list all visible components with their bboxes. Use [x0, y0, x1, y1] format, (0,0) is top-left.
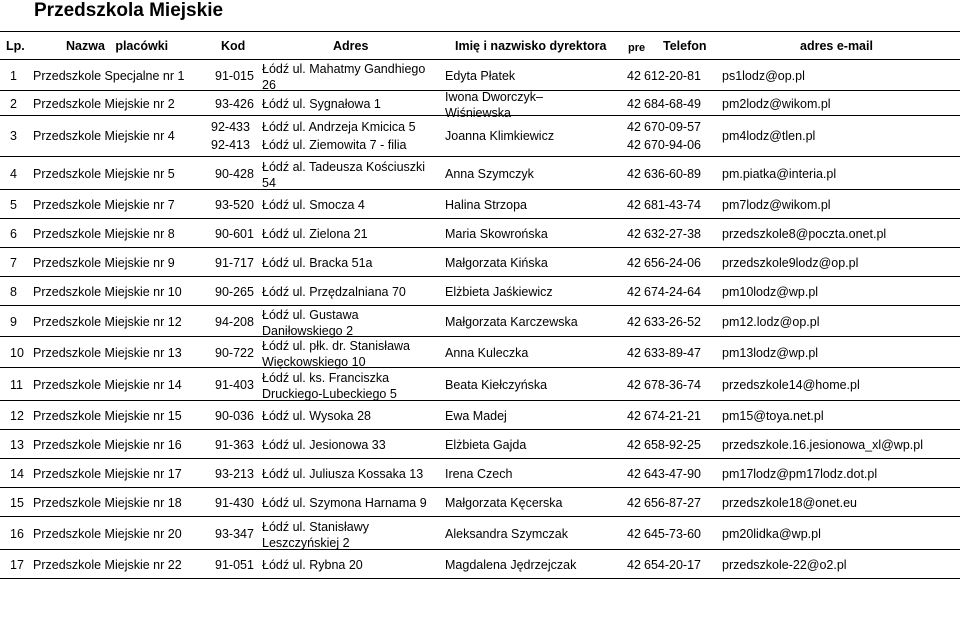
cell-adres: Łódź ul. Ziemowita 7 - filia	[262, 138, 407, 152]
cell-telefon: 670-94-06	[644, 138, 701, 152]
cell-pre: 42	[627, 378, 641, 392]
cell-telefon: 612-20-81	[644, 69, 701, 83]
table-row	[0, 277, 960, 306]
header-telefon: Telefon	[663, 39, 707, 53]
cell-lp: 6	[10, 227, 17, 241]
cell-telefon: 674-21-21	[644, 409, 701, 423]
table-row	[0, 306, 960, 337]
header-lp: Lp.	[6, 39, 25, 53]
cell-adres: Daniłowskiego 2	[262, 324, 354, 338]
cell-dyrektor: Anna Szymczyk	[445, 167, 534, 181]
cell-lp: 15	[10, 496, 24, 510]
cell-email: pm13lodz@wp.pl	[722, 346, 819, 360]
cell-kod: 91-015	[215, 69, 254, 83]
cell-name: Przedszkole Miejskie nr 2	[33, 97, 175, 111]
cell-lp: 9	[10, 315, 17, 329]
cell-name: Przedszkole Miejskie nr 7	[33, 198, 175, 212]
table-row	[0, 90, 960, 120]
cell-name: Przedszkole Miejskie nr 5	[33, 167, 175, 181]
cell-name: Przedszkole Miejskie nr 20	[33, 527, 182, 541]
cell-email: pm7lodz@wikom.pl	[722, 198, 831, 212]
cell-lp: 11	[10, 378, 23, 392]
cell-telefon: 678-36-74	[644, 378, 701, 392]
header-name: Nazwa placówki	[66, 39, 169, 53]
table-row	[0, 430, 960, 459]
cell-email: przedszkole14@home.pl	[722, 378, 860, 392]
header-pre: pre	[628, 42, 646, 54]
cell-adres: Łódź ul. Wysoka 28	[262, 409, 371, 423]
cell-adres: 26	[262, 78, 276, 92]
cell-kod: 91-717	[215, 256, 254, 270]
cell-lp: 2	[10, 97, 17, 111]
cell-adres: Łódź ul. Mahatmy Gandhiego	[262, 62, 426, 76]
table-row	[0, 459, 960, 488]
cell-adres: Łódź ul. Szymona Harnama 9	[262, 496, 427, 510]
cell-lp: 3	[10, 129, 17, 143]
cell-dyrektor: Małgorzata Kińska	[445, 256, 548, 270]
cell-lp: 10	[10, 346, 24, 360]
cell-telefon: 656-87-27	[644, 496, 701, 510]
cell-kod: 93-347	[215, 527, 254, 541]
cell-dyrektor: Ewa Madej	[445, 409, 507, 423]
page-title: Przedszkola Miejskie	[34, 0, 224, 21]
cell-dyrektor: Aleksandra Szymczak	[445, 527, 568, 541]
cell-kod: 93-426	[215, 97, 254, 111]
cell-kod: 90-601	[215, 227, 254, 241]
cell-kod: 90-722	[215, 346, 254, 360]
cell-pre: 42	[627, 256, 641, 270]
cell-kod: 90-036	[215, 409, 254, 423]
cell-dyrektor: Irena Czech	[445, 467, 513, 481]
cell-adres: Łódź al. Tadeusza Kościuszki	[262, 160, 426, 174]
cell-email: pm17lodz@pm17lodz.dot.pl	[722, 467, 878, 481]
table-row	[0, 401, 960, 430]
cell-lp: 8	[10, 285, 17, 299]
cell-adres: 54	[262, 176, 276, 190]
cell-lp: 17	[10, 558, 24, 572]
cell-dyrektor: Małgorzata Kęcerska	[445, 496, 563, 510]
cell-adres: Więckowskiego 10	[262, 355, 366, 369]
cell-email: przedszkole9lodz@op.pl	[722, 256, 859, 270]
cell-pre: 42	[627, 346, 641, 360]
cell-pre: 42	[627, 558, 641, 572]
cell-name: Przedszkole Miejskie nr 9	[33, 256, 175, 270]
cell-adres: Łódź ul. ks. Franciszka	[262, 371, 390, 385]
cell-adres: Łódź ul. Jesionowa 33	[262, 438, 386, 452]
cell-kod: 91-430	[215, 496, 254, 510]
cell-dyrektor: Elżbieta Jaśkiewicz	[445, 285, 553, 299]
cell-name: Przedszkole Miejskie nr 18	[33, 496, 182, 510]
cell-pre: 42	[627, 138, 641, 152]
cell-lp: 7	[10, 256, 17, 270]
cell-kod: 93-213	[215, 467, 254, 481]
header-adres: Adres	[333, 39, 369, 53]
cell-name: Przedszkole Miejskie nr 10	[33, 285, 182, 299]
cell-dyrektor: Elżbieta Gajda	[445, 438, 527, 452]
cell-email: przedszkole-22@o2.pl	[722, 558, 847, 572]
cell-email: pm2lodz@wikom.pl	[722, 97, 831, 111]
cell-lp: 4	[10, 167, 17, 181]
cell-pre: 42	[627, 409, 641, 423]
cell-adres: Łódź ul. Stanisławy	[262, 520, 370, 534]
cell-dyrektor: Iwona Dworczyk–	[445, 90, 543, 104]
cell-dyrektor: Joanna Klimkiewicz	[445, 129, 555, 143]
cell-email: przedszkole18@onet.eu	[722, 496, 857, 510]
cell-telefon: 643-47-90	[644, 467, 701, 481]
cell-adres: Łódź ul. Andrzeja Kmicica 5	[262, 120, 416, 134]
cell-telefon: 633-26-52	[644, 315, 701, 329]
cell-dyrektor: Małgorzata Karczewska	[445, 315, 578, 329]
cell-lp: 5	[10, 198, 17, 212]
cell-telefon: 658-92-25	[644, 438, 701, 452]
header-kod: Kod	[221, 39, 246, 53]
cell-pre: 42	[627, 227, 641, 241]
cell-email: pm.piatka@interia.pl	[722, 167, 837, 181]
cell-name: Przedszkole Miejskie nr 8	[33, 227, 175, 241]
cell-name: Przedszkole Specjalne nr 1	[33, 69, 185, 83]
cell-kod: 91-051	[215, 558, 254, 572]
cell-dyrektor: Anna Kuleczka	[445, 346, 529, 360]
cell-adres: Łódź ul. Zielona 21	[262, 227, 368, 241]
cell-pre: 42	[627, 97, 641, 111]
cell-adres: Łódź ul. Sygnałowa 1	[262, 97, 381, 111]
cell-pre: 42	[627, 69, 641, 83]
table-row	[0, 517, 960, 550]
table-row	[0, 488, 960, 517]
table-row	[0, 337, 960, 368]
cell-email: pm10lodz@wp.pl	[722, 285, 819, 299]
cell-name: Przedszkole Miejskie nr 12	[33, 315, 182, 329]
cell-lp: 12	[10, 409, 24, 423]
cell-email: pm4lodz@tlen.pl	[722, 129, 816, 143]
cell-pre: 42	[627, 496, 641, 510]
cell-telefon: 633-89-47	[644, 346, 701, 360]
cell-telefon: 684-68-49	[644, 97, 701, 111]
header-dyrektor: Imię i nazwisko dyrektora	[455, 39, 607, 53]
cell-kod: 92-413	[211, 138, 250, 152]
cell-pre: 42	[627, 527, 641, 541]
cell-dyrektor: Wiśniewska	[445, 106, 511, 120]
cell-kod: 90-265	[215, 285, 254, 299]
cell-adres: Leszczyńskiej 2	[262, 536, 350, 550]
table-row	[0, 60, 960, 91]
cell-telefon: 636-60-89	[644, 167, 701, 181]
cell-email: ps1lodz@op.pl	[722, 69, 805, 83]
kindergarten-table	[0, 31, 960, 579]
table-row	[0, 157, 960, 190]
cell-lp: 1	[10, 69, 17, 83]
cell-name: Przedszkole Miejskie nr 13	[33, 346, 182, 360]
cell-email: pm12.lodz@op.pl	[722, 315, 820, 329]
cell-telefon: 670-09-57	[644, 120, 701, 134]
table-row	[0, 190, 960, 219]
cell-lp: 13	[10, 438, 24, 452]
table-header	[0, 31, 960, 60]
table-row	[0, 550, 960, 579]
cell-lp: 14	[10, 467, 24, 481]
table-row	[0, 116, 960, 157]
cell-dyrektor: Halina Strzopa	[445, 198, 527, 212]
table-body	[0, 60, 960, 579]
cell-email: pm20lidka@wp.pl	[722, 527, 821, 541]
cell-lp: 16	[10, 527, 24, 541]
table-row	[0, 368, 960, 401]
cell-telefon: 674-24-64	[644, 285, 701, 299]
cell-kod: 94-208	[215, 315, 254, 329]
cell-pre: 42	[627, 167, 641, 181]
cell-kod: 90-428	[215, 167, 254, 181]
cell-email: przedszkole8@poczta.onet.pl	[722, 227, 887, 241]
cell-name: Przedszkole Miejskie nr 15	[33, 409, 182, 423]
cell-dyrektor: Maria Skowrońska	[445, 227, 548, 241]
cell-telefon: 632-27-38	[644, 227, 701, 241]
cell-pre: 42	[627, 315, 641, 329]
header-email: adres e-mail	[800, 39, 873, 53]
cell-telefon: 656-24-06	[644, 256, 701, 270]
cell-dyrektor: Edyta Płatek	[445, 69, 516, 83]
cell-email: przedszkole.16.jesionowa_xl@wp.pl	[722, 438, 923, 452]
cell-kod: 91-403	[215, 378, 254, 392]
cell-adres: Łódź ul. Smocza 4	[262, 198, 365, 212]
table-row	[0, 219, 960, 248]
cell-name: Przedszkole Miejskie nr 17	[33, 467, 182, 481]
cell-kod: 92-433	[211, 120, 250, 134]
cell-name: Przedszkole Miejskie nr 22	[33, 558, 182, 572]
cell-adres: Łódź ul. Gustawa	[262, 308, 359, 322]
cell-pre: 42	[627, 438, 641, 452]
table-row	[0, 248, 960, 277]
cell-pre: 42	[627, 467, 641, 481]
cell-adres: Łódź ul. Rybna 20	[262, 558, 363, 572]
cell-adres: Łódź ul. Juliusza Kossaka 13	[262, 467, 424, 481]
cell-telefon: 645-73-60	[644, 527, 701, 541]
cell-telefon: 654-20-17	[644, 558, 701, 572]
cell-dyrektor: Magdalena Jędrzejczak	[445, 558, 577, 572]
cell-dyrektor: Beata Kiełczyńska	[445, 378, 548, 392]
cell-name: Przedszkole Miejskie nr 14	[33, 378, 182, 392]
cell-email: pm15@toya.net.pl	[722, 409, 824, 423]
cell-name: Przedszkole Miejskie nr 4	[33, 129, 175, 143]
cell-kod: 93-520	[215, 198, 254, 212]
cell-pre: 42	[627, 198, 641, 212]
cell-adres: Łódź ul. Bracka 51a	[262, 256, 373, 270]
cell-adres: Łódź ul. płk. dr. Stanisława	[262, 339, 410, 353]
cell-telefon: 681-43-74	[644, 198, 701, 212]
cell-name: Przedszkole Miejskie nr 16	[33, 438, 182, 452]
cell-kod: 91-363	[215, 438, 254, 452]
cell-pre: 42	[627, 285, 641, 299]
cell-adres: Druckiego-Lubeckiego 5	[262, 387, 397, 401]
cell-adres: Łódź ul. Przędzalniana 70	[262, 285, 406, 299]
cell-pre: 42	[627, 120, 641, 134]
